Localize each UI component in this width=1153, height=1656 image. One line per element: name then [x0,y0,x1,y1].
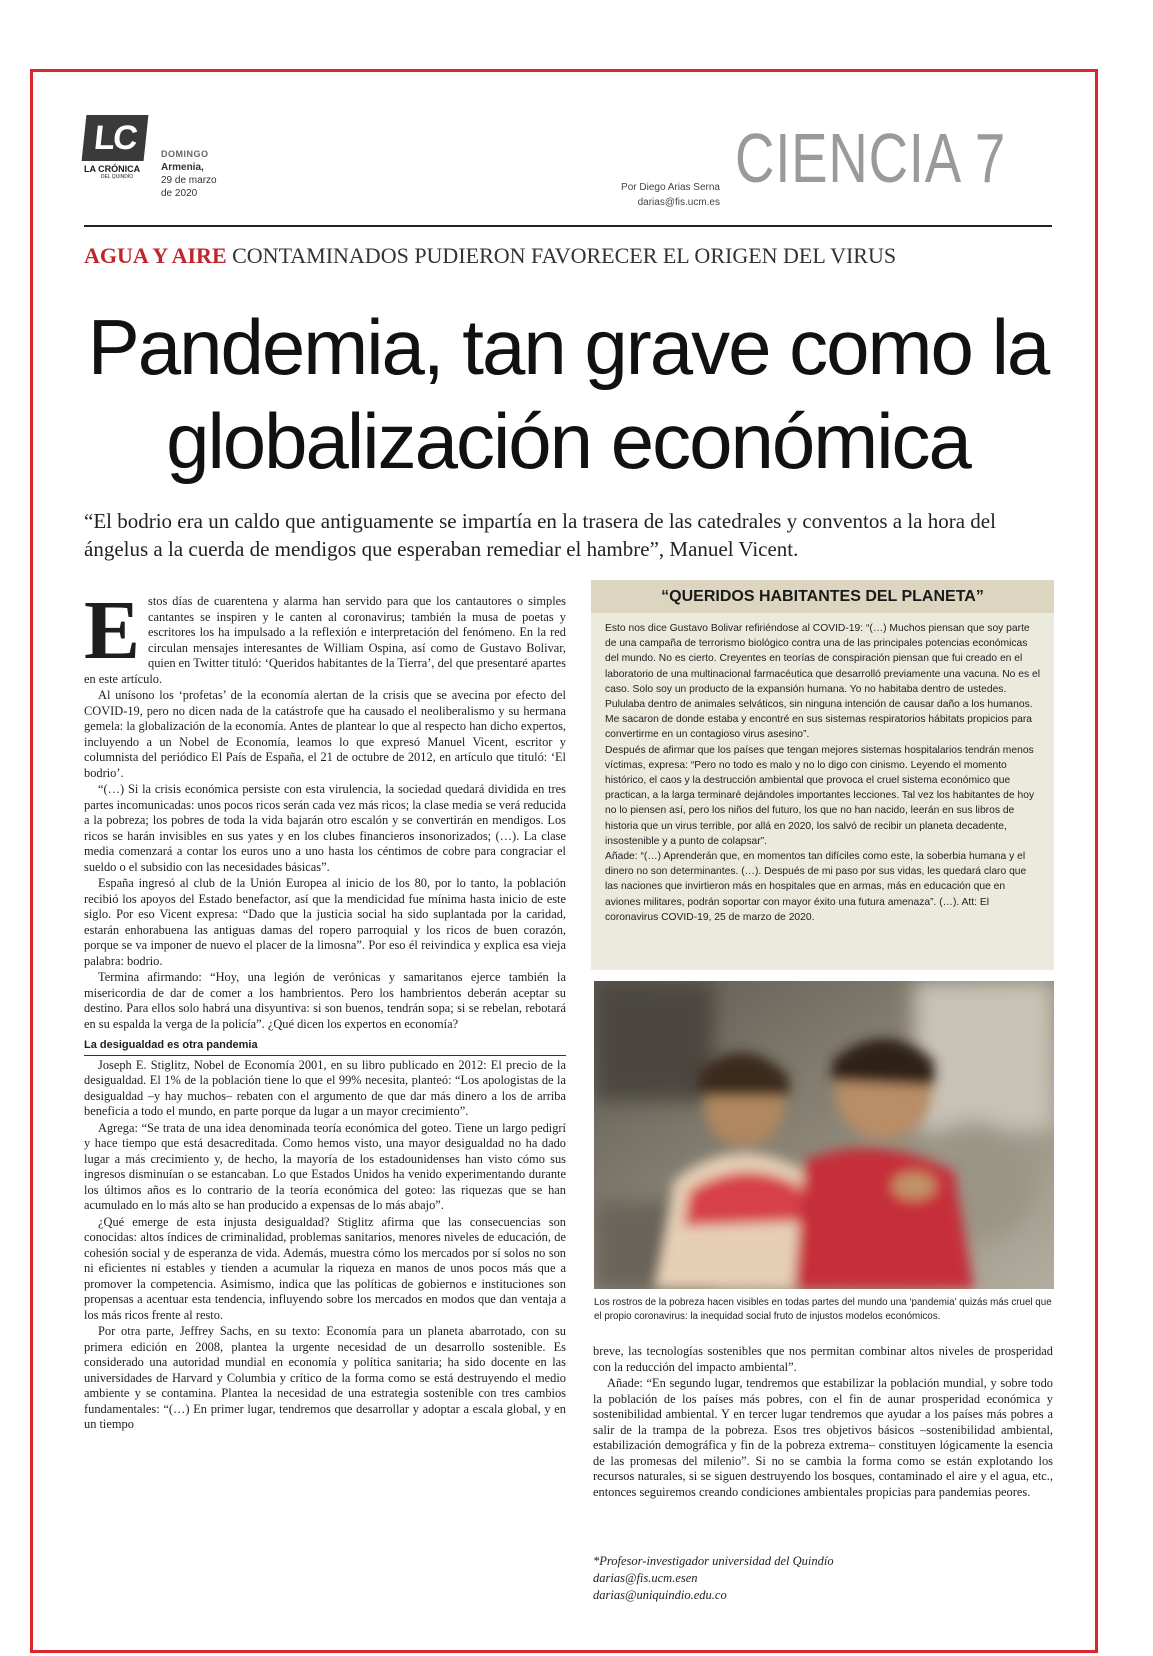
sidebar-paragraph: Esto nos dice Gustavo Bolivar refiriéndose al COVID-19: “(…) Muchos piensan que soy parte de una campaña de terrorismo biológico contra una de las principales potencias económicas del mundo. No es cierto. Creyentes en teorías de conspiración piensan que fui creado en el laboratorio de una multinacional farmacéutica que desarrolló previamente una vacuna. No es el caso. Solo soy un producto de la expansión humana. Yo no habitaba dentro de ustedes. Pululaba dentro de animales selváticos, sin ninguna intención de causar daño a los humanos. Me sacaron de donde estaba y encontré en sus sistemas respiratorios hábitats propicios para convertirme en un contagioso virus asesino”. [605,623,1041,741]
drop-cap: E [84,584,141,677]
kicker-highlight: AGUA Y AIRE [84,243,227,268]
byline-email: darias@fis.ucm.es [637,197,720,208]
logo-initials: LC [82,115,149,161]
author-note [593,1553,834,1604]
sidebar-paragraph: Después de afirmar que los países que tengan mejores sistemas hospitalarios tendrán menos víctimas, expresa: “Pero no todo es malo y no lo digo con cinismo. Leyendo el momento histórico, el caos y la destrucción ambiental que provoca el cruel sistema económico que practican, a la larga terminaré dejándoles importantes lecciones. Tal vez los habitantes de hoy no lo piensen así, pero los niños del futuro, los que no han nacido, leerán en sus libros de historia que un virus terrible, por allá en 2020, los salvó de recibir un planeta decadente, insostenible y a punto de colapsar”. [605,744,1035,847]
article-paragraph: Joseph E. Stiglitz, Nobel de Economía 2001, en su libro publicado en 2012: El precio de la desigualdad. El 1% de la población tiene lo que el 99% necesita, planteó: “Los apologistas de la desigualdad –y hay muchos– rebaten con el argumento de que dar más dinero a los de arriba beneficia a todo el mundo, en parte porque da lugar a un mayor crecimiento”. [84,1057,566,1118]
author-email-2: darias@uniquindio.edu.co [593,1588,727,1602]
byline-name: Por Diego Arias Serna [621,182,720,193]
logo-name: LA CRÓNICA [84,164,141,174]
article-paragraph: Estos días de cuarentena y alarma han servido para que los cantautores o simples cantantes se inspiren y le canten al coronavirus; también la musa de poetas y escritores los ha impulsado a la reflexión e interpretación del fenómeno. En la red circulan mensajes interesantes de William Ospina, así como de Gustavo Bolivar, quien en Twitter tituló: ‘Queridos habitantes de la Tierra’, del que presentaré apartes en este artículo. [84,584,566,686]
article-column-left [84,584,567,1434]
dateline [161,148,217,200]
article-paragraph: ¿Qué emerge de esta injusta desigualdad? Stiglitz afirma que las consecuencias son conocidas: altos índices de criminalidad, problemas sanitarios, menores niveles de educación, de cohesión social y de esperanza de vida. Además, muestra cómo los mercados por sí solos no son ni eficientes ni estables y tienden a acumular la riqueza en manos de unos pocos más que a promover la competencia. Asimismo, indica que las políticas de gobiernos e instituciones son propensas a acentuar esta tendencia, influyendo sobre los mercados en modos que dan ventaja a los más ricos frente al resto. [84,1214,566,1322]
article-paragraph: Termina afirmando: “Hoy, una legión de verónicas y samaritanos ejerce también la misericordia de dar de comer a los hambrientos. Pero los hambrientos deberán aceptar su destino. Para ellos solo habrá una disyuntiva: si son buenos, tendrán sopa; si se rebelan, rebotará en su espalda la verga de la policía”. ¿Qué dicen los expertos en economía? [84,970,566,1031]
sidebar-box [591,580,1054,970]
deck-quote: “El bodrio era un caldo que antiguamente se impartía en la trasera de las catedrales y conventos a la hora del ángelus a la cuerda de mendigos que esperaban remediar el hambre”, Manuel Vicent. [84,509,996,561]
sidebar-paragraph: Añade: “(…) Aprenderán que, en momentos tan difíciles como este, la soberbia humana y el dinero no son determinantes. (…). Después de mi paso por sus vidas, les quedará claro que las naciones que invirtieron más en hospitales que en armas, más en educación que en aviones militares, podrán soportar con mayor éxito una futura amenaza”. (…). Att: El coronavirus COVID-19, 25 de marzo de 2020. [605,851,1027,923]
article-paragraph: Añade: “En segundo lugar, tendremos que estabilizar la población mundial, y sobre todo la población de los países más pobres, con el fin de aunar prosperidad económica y sostenibilidad ambiental. Y en tercer lugar tendremos que ayudar a los países más pobres a salir de la trampa de la pobreza. Esos tres objetivos básicos –sostenibilidad ambiental, estabilización demográfica y fin de la pobreza extrema– constituyen lógicamente la esencia de las promesas del milenio”. Si no se cambia la forma como se están explotando los recursos naturales, si se siguen destruyendo los bosques, contaminado el aire y el agua, etc., entonces seguiremos creando condiciones ambientales propicias para pandemias peores. [593,1376,1053,1499]
article-paragraph: España ingresó al club de la Unión Europea al inicio de los 80, por lo tanto, la población recibió los apoyos del Estado benefactor, así que la mendicidad fue mínima hasta inicio de este siglo. Por eso Vicent expresa: “Dado que la justicia social ha sido suplantada por la caridad, estarán enhorabuena las antiguas damas del ropero parroquial y los ricos de buen corazón, porque se va imponer de nuevo el placer de la limosna”. Por eso él reivindica y explica esa vieja palabra: bodrio. [84,876,566,968]
headline-line-2: globalización económica [166,397,970,485]
headline [84,300,1052,488]
byline [620,180,720,210]
article-paragraph: “(…) Si la crisis económica persiste con esta virulencia, la sociedad quedará dividida en tres partes incomunicadas: unos pocos ricos serán cada vez más ricos; la clase media se verá reducida a la pobreza; los pobres de toda la vida bajarán otro escalón y se convertirán en mendigos. Los ricos se harán invisibles en sus yates y en los clubes financieros insonorizados; (…). La clase media comenzará a contar los euros uno a uno hasta los céntimos de cobre para congraciar el sueldo o el subsidio con las necesidades básicas”. [84,782,567,874]
sidebar-title: “QUERIDOS HABITANTES DEL PLANETA” [591,580,1054,613]
author-email-1: darias@fis.ucm.esen [593,1571,698,1585]
photo-illustration [594,981,1054,1289]
photo-caption: Los rostros de la pobreza hacen visibles en todas partes del mundo una ‘pandemia’ quizás más cruel que el propio coronavirus: la inequidad social fruto de injustos modelos económicos. [594,1297,1052,1322]
section-title: CIENCIA 7 [735,119,1007,197]
article-column-right [593,1344,1053,1501]
sidebar-body [591,613,1054,925]
dateline-year: de 2020 [161,188,198,199]
article-paragraph: breve, las tecnologías sostenibles que nos permitan combinar altos niveles de prosperidad con la reducción del impacto ambiental”. [593,1344,1053,1374]
kicker [84,243,896,269]
dateline-city: Armenia, [161,162,204,173]
article-paragraph: Agrega: “Se trata de una idea denominada teoría económica del goteo. Tiene un largo pedigrí y hace tiempo que está desacreditada. Como hemos visto, una mayor desigualdad no ha dado lugar a más crecimiento y, de hecho, la mayoría de los estadounidenses han visto cómo sus ingresos disminuían o se estancaban. Lo que Estados Unidos ha venido experimentando durante los últimos años es lo contrario de la teoría económica del goteo: las riquezas que se han acumulado en lo más alto se han producido a expensas de lo más abajo”. [84,1120,566,1212]
children-photo [594,981,1054,1289]
logo-subtitle: DEL QUINDÍO [100,174,134,180]
headline-line-1: Pandemia, tan grave como la [87,303,1049,391]
article-paragraph: Al unísono los ‘profetas’ de la economía alertan de la crisis que se avecina por efecto del COVID-19, pero no dicen nada de la catástrofe que ha causado el neoliberalismo y su hermana gemela: la globalización de la economía. Antes de plantear lo que al respecto han dicho expertos, incluyendo a un Nobel de Economía, leamos lo que expresó Manuel Vicent, escritor y columnista del periódico El País de España, el 21 de octubre de 2012, en artículo que tituló: ‘El bodrio’. [84,688,566,780]
dateline-date: 29 de marzo [161,175,217,186]
kicker-rest: CONTAMINADOS PUDIERON FAVORECER EL ORIGEN DEL VIRUS [226,243,897,268]
header-rule [84,225,1052,227]
article-paragraph: Por otra parte, Jeffrey Sachs, en su texto: Economía para un planeta abarrotado, con su primera edición en 2008, plantea la urgente necesidad de un desarrollo sostenible. Es considerado una autoridad mundial en economía y política sanitaria; ha sido docente en las universidades de Harvard y Columbia y crítico de la forma como se está destruyendo el medio ambiente y se contamina. Plantea la necesidad de una estrategia sostenible con tres cambios fundamentales: “(…) En primer lugar, tendremos que desarrollar y adoptar a escala global, y en un tiempo [84,1324,566,1431]
dateline-day: DOMINGO [161,149,209,159]
newspaper-logo [84,115,150,180]
author-title: *Profesor-investigador universidad del Quindío [593,1554,834,1568]
subheading: La desigualdad es otra pandemia [84,1038,566,1056]
